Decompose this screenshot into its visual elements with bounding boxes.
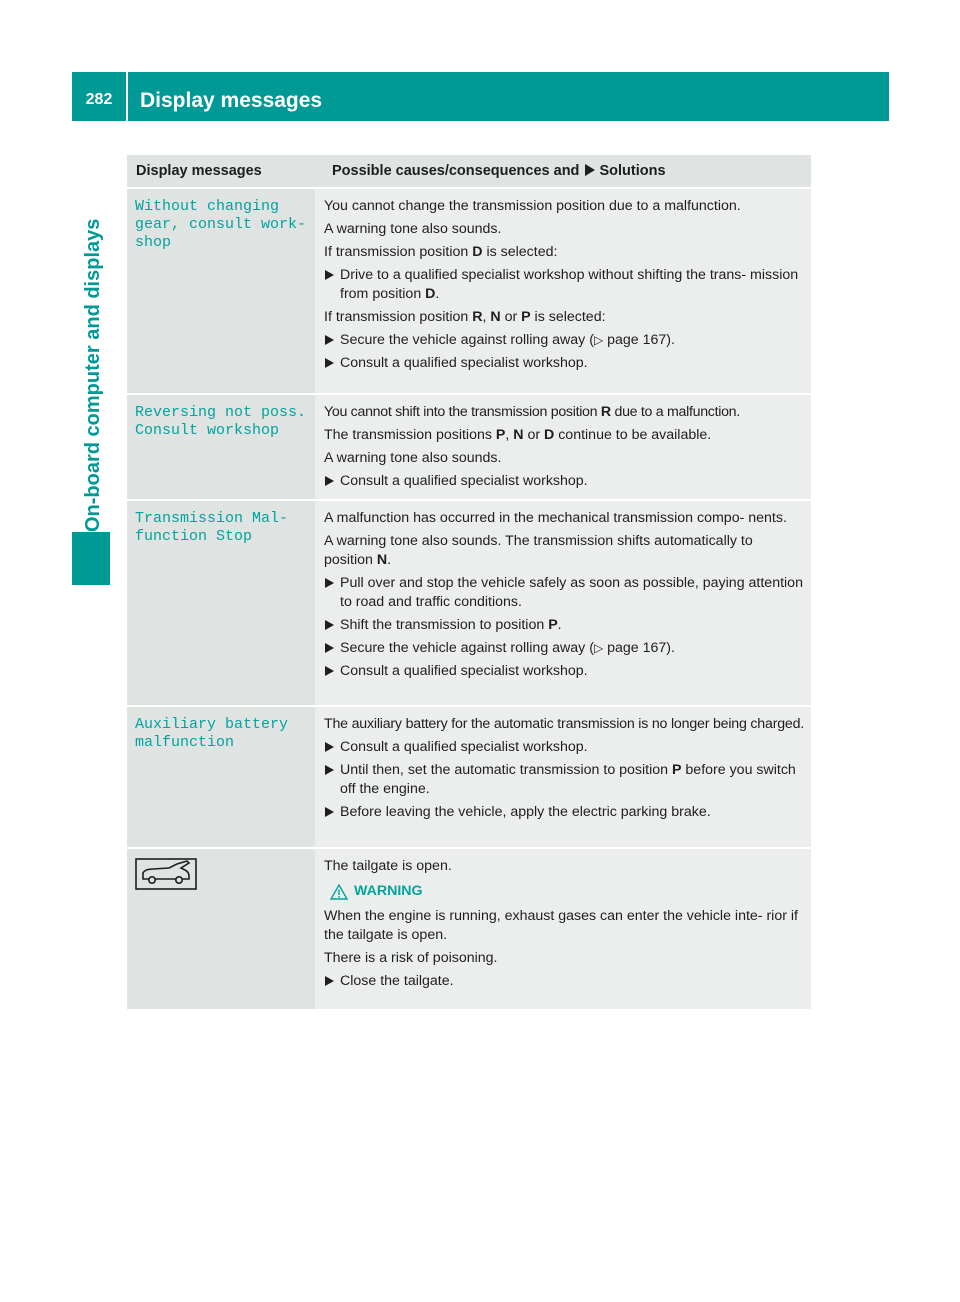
text-line: [324, 243, 805, 262]
solution-step: [324, 574, 805, 612]
text-span: Consult a qualified specialist workshop.: [340, 663, 588, 679]
solution-arrow-icon: [325, 976, 334, 986]
solution-step: [324, 972, 805, 991]
text-span: Secure the vehicle against rolling away (: [340, 332, 594, 348]
gear-letter: N: [513, 427, 524, 443]
solution-arrow-icon: [325, 742, 334, 752]
text-span: due to a malfunction.: [610, 404, 740, 420]
solution-arrow-icon: [325, 666, 334, 676]
text-span: Secure the vehicle against rolling away (: [340, 640, 594, 656]
text-line: The auxiliary battery for the automatic transmission is no longer being charged.: [324, 716, 805, 732]
gear-letter: P: [548, 617, 558, 633]
gear-letter: P: [672, 762, 682, 778]
side-tab-marker: [72, 532, 110, 585]
text-span: .: [435, 286, 440, 302]
text-span: or: [500, 309, 522, 325]
text-span: Pull over and stop the vehicle safely as soon as possible, paying attention to road and traffic conditions.: [340, 575, 803, 610]
solution-arrow-icon: [325, 578, 334, 588]
gear-letter: D: [425, 286, 436, 302]
messages-table: [127, 155, 811, 1009]
text-span: Consult a qualified specialist workshop.: [340, 355, 588, 371]
page-title: Display messages: [140, 89, 323, 112]
text-span: ,: [505, 427, 514, 443]
table-row: [127, 499, 811, 705]
message-description: [315, 395, 811, 499]
page-ref-icon: ▷: [593, 641, 604, 655]
text-line: You cannot change the transmission position due to a malfunction.: [324, 198, 741, 214]
side-section-label: On-board computer and displays: [82, 218, 104, 532]
text-span: The transmission positions: [324, 427, 496, 443]
page-ref-icon: ▷: [593, 333, 604, 347]
table-row: [127, 847, 811, 1009]
table-row: [127, 187, 811, 393]
solution-arrow-icon: [325, 765, 334, 775]
gear-letter: N: [376, 552, 388, 568]
page-link[interactable]: page 167).: [603, 332, 675, 348]
solution-step: [324, 354, 805, 373]
solution-arrow-icon: [325, 807, 334, 817]
text-line: A warning tone also sounds.: [324, 450, 502, 466]
solution-step: [324, 616, 805, 635]
text-line: There is a risk of poisoning.: [324, 950, 498, 966]
solution-arrow-icon: [325, 643, 334, 653]
display-message: Reversing not poss. Consult workshop: [127, 395, 315, 499]
text-line: [324, 403, 805, 422]
text-span: Shift the transmission to position: [340, 617, 549, 633]
col-header-causes: [323, 155, 811, 187]
text-line: When the engine is running, exhaust gases can enter the vehicle inte‐ rior if the tailgate is open.: [324, 908, 798, 943]
text-span: is selected:: [530, 309, 606, 325]
solution-step: [324, 331, 805, 350]
gear-letter: P: [521, 309, 531, 325]
message-description: [315, 189, 811, 393]
gear-letter: P: [495, 427, 506, 443]
col-header-messages: Display messages: [136, 163, 262, 179]
gear-letter: R: [472, 309, 483, 325]
text-span: Before leaving the vehicle, apply the electric parking brake.: [340, 804, 711, 820]
text-span: A warning tone also sounds. The transmission shifts automatically to position: [324, 533, 753, 568]
text-line: [324, 308, 805, 327]
solution-arrow-icon: [585, 164, 595, 176]
gear-letter: R: [600, 404, 611, 420]
header-divider: [126, 72, 128, 121]
text-span: Drive to a qualified specialist workshop without shifting the trans‐ mission from position: [340, 267, 799, 302]
text-span: Consult a qualified specialist workshop.: [340, 473, 588, 489]
tailgate-open-icon: [135, 858, 197, 890]
text-span: before you switch off the engine.: [340, 762, 796, 797]
message-description: [315, 707, 811, 847]
text-span: or: [523, 427, 545, 443]
solution-step: [324, 803, 805, 822]
solution-arrow-icon: [325, 358, 334, 368]
solution-step: [324, 662, 805, 681]
text-span: Consult a qualified specialist workshop.: [340, 739, 588, 755]
text-span: Close the tailgate.: [340, 973, 454, 989]
text-line: [324, 532, 805, 570]
page-number: 282: [85, 91, 113, 108]
warning-label: WARNING: [354, 883, 423, 899]
text-line: A warning tone also sounds.: [324, 221, 502, 237]
text-span: ,: [482, 309, 491, 325]
text-line: [324, 426, 805, 445]
text-line: The tailgate is open.: [324, 858, 452, 874]
table-header: [127, 155, 811, 187]
solution-arrow-icon: [325, 270, 334, 280]
col-header-solutions-text: Solutions: [599, 163, 666, 179]
gear-letter: N: [490, 309, 501, 325]
solution-step: [324, 639, 805, 658]
solution-arrow-icon: [325, 335, 334, 345]
text-line: A malfunction has occurred in the mechanical transmission compo‐ nents.: [324, 510, 787, 526]
solution-step: [324, 761, 805, 799]
gear-letter: D: [544, 427, 555, 443]
solution-arrow-icon: [325, 620, 334, 630]
warning-triangle-icon: [330, 884, 348, 900]
text-span: If transmission position: [324, 244, 473, 260]
text-span: .: [557, 617, 562, 633]
warning-heading: [324, 882, 805, 901]
text-span: continue to be available.: [554, 427, 712, 443]
display-message: Without changing gear, consult work‐ shop: [127, 189, 315, 393]
display-message: Transmission Mal‐ function Stop: [127, 501, 315, 705]
solution-step: [324, 472, 805, 491]
gear-letter: D: [472, 244, 483, 260]
text-span: You cannot shift into the transmission position: [324, 404, 601, 420]
solution-arrow-icon: [325, 476, 334, 486]
table-row: [127, 705, 811, 847]
text-span: If transmission position: [324, 309, 473, 325]
message-description: [315, 501, 811, 705]
table-row: [127, 393, 811, 499]
text-span: is selected:: [482, 244, 558, 260]
col-header-causes-text: Possible causes/consequences and: [332, 163, 580, 179]
display-message: [127, 849, 315, 1009]
page-link[interactable]: page 167).: [603, 640, 675, 656]
display-message: Auxiliary battery malfunction: [127, 707, 315, 847]
solution-step: [324, 738, 805, 757]
text-span: Until then, set the automatic transmission to position: [340, 762, 672, 778]
solution-step: [324, 266, 805, 304]
page-header: [72, 72, 889, 121]
text-span: .: [387, 552, 392, 568]
message-description: [315, 849, 811, 1009]
